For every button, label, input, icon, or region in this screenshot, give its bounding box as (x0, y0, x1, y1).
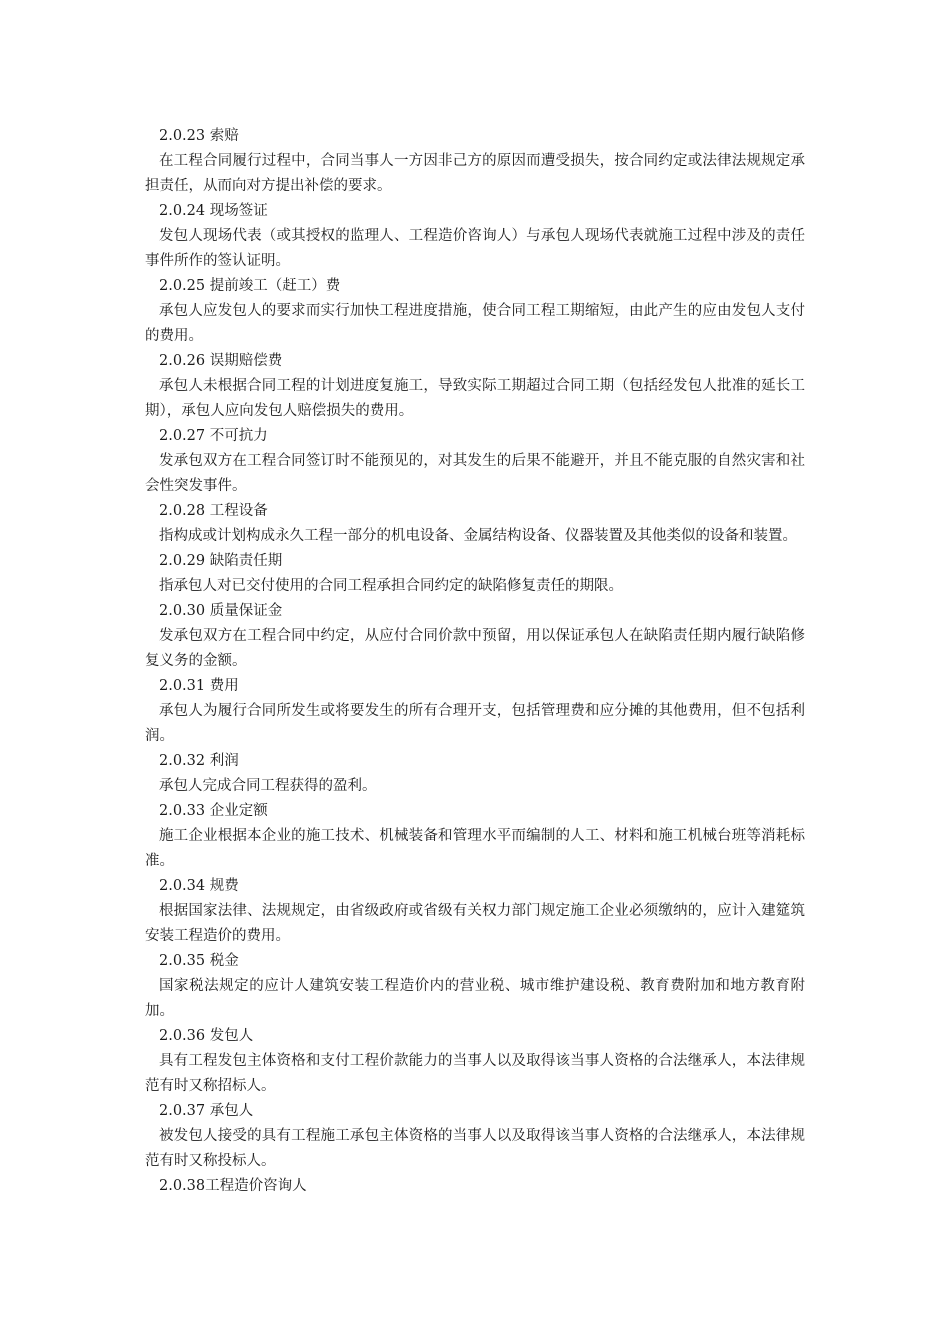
clause-heading: 2.0.24 现场签证 (159, 203, 268, 219)
clause-definition: 发承包双方在工程合同签订时不能预见的，对其发生的后果不能避开，并且不能克服的自然灾害和社会性突发事件。 (145, 453, 805, 494)
clause-definition: 被发包人接受的具有工程施工承包主体资格的当事人以及取得该当事人资格的合法继承人，本法律规范有时又称投标人。 (145, 1128, 805, 1169)
clause-definition: 承包人为履行合同所发生或将要发生的所有合理开支，包括管理费和应分摊的其他费用，但不包括利润。 (145, 703, 805, 744)
clause-heading: 2.0.32 利润 (159, 753, 239, 769)
clause-definition: 指构成或计划构成永久工程一部分的机电设备、金属结构设备、仪器装置及其他类似的设备和装置。 (159, 528, 797, 544)
clause-heading: 2.0.28 工程设备 (159, 503, 268, 519)
clause-definition: 承包人未根据合同工程的计划进度复施工，导致实际工期超过合同工期（包括经发包人批准的延长工期），承包人应向发包人赔偿损失的费用。 (145, 378, 805, 419)
clause-heading: 2.0.26 误期赔偿费 (159, 353, 283, 369)
clause-definition: 发包人现场代表（或其授权的监理人、工程造价咨询人）与承包人现场代表就施工过程中涉及的责任事件所作的签认证明。 (145, 228, 805, 269)
clause-heading: 2.0.29 缺陷责任期 (159, 553, 283, 569)
clause-heading: 2.0.27 不可抗力 (159, 428, 268, 444)
clause-definition: 国家税法规定的应计人建筑安装工程造价内的营业税、城市维护建设税、教育费附加和地方教育附加。 (145, 978, 805, 1019)
clause-heading: 2.0.25 提前竣工（赶工）费 (159, 278, 341, 294)
clause-heading: 2.0.37 承包人 (159, 1103, 254, 1119)
document-page (145, 124, 805, 1199)
clause-heading: 2.0.38工程造价咨询人 (159, 1178, 307, 1194)
clause-definition: 发承包双方在工程合同中约定，从应付合同价款中预留，用以保证承包人在缺陷责任期内履行缺陷修复义务的金额。 (145, 628, 805, 669)
clause-definition: 承包人应发包人的要求而实行加快工程进度措施，使合同工程工期缩短，由此产生的应由发包人支付的费用。 (145, 303, 805, 344)
clause-heading: 2.0.31 费用 (159, 678, 239, 694)
clause-definition: 根据国家法律、法规规定，由省级政府或省级有关权力部门规定施工企业必须缴纳的，应计入建筵筑安装工程造价的费用。 (145, 903, 805, 944)
clause-heading: 2.0.23 索赔 (159, 128, 239, 144)
clause-definition: 承包人完成合同工程获得的盈利。 (159, 778, 377, 794)
clause-heading: 2.0.35 税金 (159, 953, 239, 969)
clause-definition: 指承包人对已交付使用的合同工程承担合同约定的缺陷修复责任的期限。 (159, 578, 623, 594)
clause-heading: 2.0.33 企业定额 (159, 803, 268, 819)
clause-heading: 2.0.36 发包人 (159, 1028, 254, 1044)
clause-heading: 2.0.34 规费 (159, 878, 239, 894)
clause-definition: 具有工程发包主体资格和支付工程价款能力的当事人以及取得该当事人资格的合法继承人，本法律规范有时又称招标人。 (145, 1053, 805, 1094)
clause-definition: 在工程合同履行过程中，合同当事人一方因非己方的原因而遭受损失，按合同约定或法律法规规定承担责任，从而向对方提出补偿的要求。 (145, 153, 805, 194)
clause-heading: 2.0.30 质量保证金 (159, 603, 283, 619)
clause-definition: 施工企业根据本企业的施工技术、机械装备和管理水平而编制的人工、材料和施工机械台班等消耗标准。 (145, 828, 805, 869)
